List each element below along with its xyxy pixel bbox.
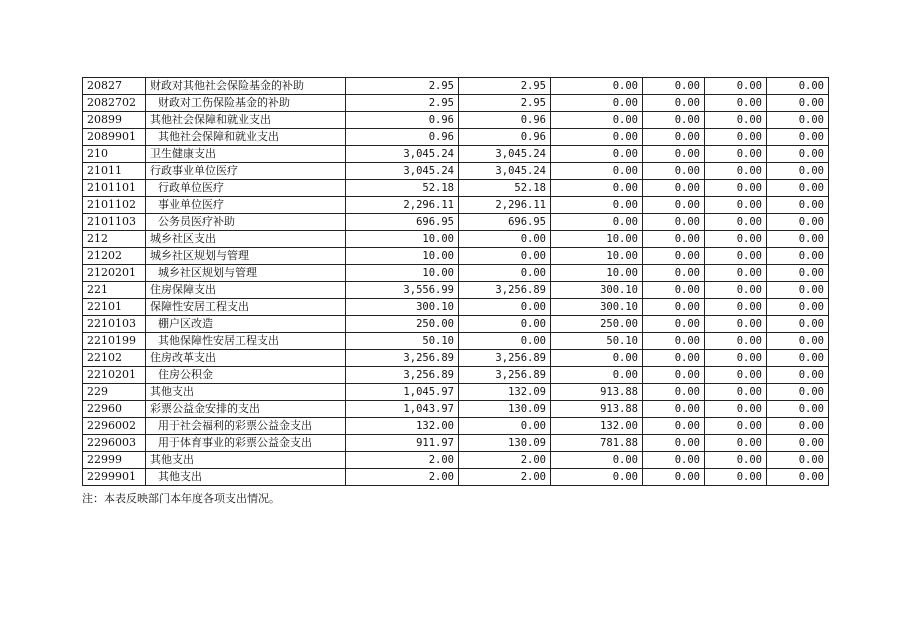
amount-cell: 0.00 [551,350,643,367]
subject-code-cell: 21011 [83,163,146,180]
table-row [83,163,829,180]
table-row [83,350,829,367]
amount-cell: 696.95 [459,214,551,231]
subject-code-cell: 2101102 [83,197,146,214]
subject-name-cell: 住房改革支出 [146,350,346,367]
amount-cell: 0.00 [705,401,767,418]
amount-cell: 0.00 [705,367,767,384]
subject-code-cell: 22102 [83,350,146,367]
amount-cell: 0.00 [767,197,829,214]
amount-cell: 0.96 [459,112,551,129]
table-row [83,95,829,112]
subject-name-cell: 用于体育事业的彩票公益金支出 [146,435,346,452]
amount-cell: 0.96 [346,112,459,129]
table-row [83,78,829,95]
amount-cell: 0.00 [767,435,829,452]
amount-cell: 0.00 [767,146,829,163]
amount-cell: 3,045.24 [459,163,551,180]
amount-cell: 0.00 [459,299,551,316]
subject-name-cell: 城乡社区规划与管理 [146,248,346,265]
amount-cell: 0.00 [705,350,767,367]
amount-cell: 0.00 [459,316,551,333]
amount-cell: 3,256.89 [459,282,551,299]
amount-cell: 2,296.11 [459,197,551,214]
amount-cell: 1,045.97 [346,384,459,401]
amount-cell: 696.95 [346,214,459,231]
amount-cell: 0.00 [705,129,767,146]
amount-cell: 130.09 [459,401,551,418]
amount-cell: 0.00 [551,163,643,180]
table-row [83,112,829,129]
subject-name-cell: 城乡社区规划与管理 [146,265,346,282]
amount-cell: 0.00 [767,367,829,384]
amount-cell: 0.00 [705,78,767,95]
subject-name-cell: 彩票公益金安排的支出 [146,401,346,418]
amount-cell: 0.00 [705,197,767,214]
amount-cell: 0.00 [705,418,767,435]
amount-cell: 0.00 [767,129,829,146]
amount-cell: 2.00 [346,452,459,469]
amount-cell: 0.00 [643,163,705,180]
table-row [83,129,829,146]
amount-cell: 50.10 [551,333,643,350]
amount-cell: 0.00 [551,214,643,231]
table-row [83,435,829,452]
amount-cell: 0.00 [459,418,551,435]
amount-cell: 0.00 [643,214,705,231]
amount-cell: 911.97 [346,435,459,452]
amount-cell: 0.00 [643,350,705,367]
amount-cell: 0.00 [643,469,705,486]
amount-cell: 2.00 [459,469,551,486]
table-row [83,180,829,197]
amount-cell: 0.00 [643,78,705,95]
amount-cell: 0.00 [705,231,767,248]
amount-cell: 0.00 [643,112,705,129]
amount-cell: 0.00 [705,146,767,163]
subject-name-cell: 其他社会保障和就业支出 [146,129,346,146]
amount-cell: 0.00 [705,333,767,350]
subject-name-cell: 行政单位医疗 [146,180,346,197]
amount-cell: 0.00 [767,163,829,180]
table-row [83,367,829,384]
subject-code-cell: 2299901 [83,469,146,486]
table-row [83,452,829,469]
amount-cell: 3,256.89 [346,350,459,367]
amount-cell: 132.00 [346,418,459,435]
amount-cell: 0.00 [767,95,829,112]
subject-code-cell: 2089901 [83,129,146,146]
subject-name-cell: 其他支出 [146,384,346,401]
amount-cell: 0.00 [767,401,829,418]
amount-cell: 0.00 [705,435,767,452]
amount-cell: 3,045.24 [346,163,459,180]
amount-cell: 2.95 [459,78,551,95]
amount-cell: 132.09 [459,384,551,401]
table-row [83,333,829,350]
subject-code-cell: 212 [83,231,146,248]
subject-name-cell: 行政事业单位医疗 [146,163,346,180]
table-row [83,418,829,435]
amount-cell: 0.00 [767,248,829,265]
amount-cell: 300.10 [551,282,643,299]
amount-cell: 2.95 [346,95,459,112]
subject-code-cell: 22960 [83,401,146,418]
subject-code-cell: 210 [83,146,146,163]
amount-cell: 0.00 [767,384,829,401]
amount-cell: 0.00 [643,299,705,316]
amount-cell: 3,045.24 [459,146,551,163]
amount-cell: 0.00 [767,452,829,469]
table-footnote: 注：本表反映部门本年度各项支出情况。 [82,492,280,505]
amount-cell: 0.00 [767,418,829,435]
amount-cell: 0.00 [767,333,829,350]
subject-name-cell: 保障性安居工程支出 [146,299,346,316]
amount-cell: 0.00 [767,299,829,316]
amount-cell: 130.09 [459,435,551,452]
amount-cell: 2,296.11 [346,197,459,214]
subject-code-cell: 22999 [83,452,146,469]
subject-code-cell: 229 [83,384,146,401]
amount-cell: 0.00 [767,214,829,231]
subject-code-cell: 21202 [83,248,146,265]
subject-name-cell: 其他社会保障和就业支出 [146,112,346,129]
amount-cell: 0.00 [705,180,767,197]
amount-cell: 0.00 [767,231,829,248]
amount-cell: 0.00 [551,129,643,146]
amount-cell: 781.88 [551,435,643,452]
amount-cell: 0.00 [643,452,705,469]
subject-code-cell: 2101101 [83,180,146,197]
amount-cell: 1,043.97 [346,401,459,418]
amount-cell: 0.00 [551,469,643,486]
amount-cell: 2.95 [459,95,551,112]
table-row [83,401,829,418]
table-body [83,78,829,486]
amount-cell: 52.18 [459,180,551,197]
amount-cell: 0.00 [705,299,767,316]
subject-code-cell: 20827 [83,78,146,95]
amount-cell: 0.00 [767,469,829,486]
table-row [83,469,829,486]
amount-cell: 0.00 [705,452,767,469]
amount-cell: 3,556.99 [346,282,459,299]
amount-cell: 0.00 [705,265,767,282]
subject-name-cell: 住房保障支出 [146,282,346,299]
amount-cell: 0.00 [551,367,643,384]
subject-name-cell: 用于社会福利的彩票公益金支出 [146,418,346,435]
amount-cell: 0.00 [551,452,643,469]
table-row [83,248,829,265]
amount-cell: 0.00 [551,146,643,163]
table-row [83,265,829,282]
amount-cell: 50.10 [346,333,459,350]
amount-cell: 0.00 [643,367,705,384]
amount-cell: 913.88 [551,384,643,401]
table-row [83,197,829,214]
subject-code-cell: 2082702 [83,95,146,112]
amount-cell: 10.00 [551,265,643,282]
amount-cell: 0.00 [643,231,705,248]
table-row [83,214,829,231]
amount-cell: 0.00 [459,231,551,248]
subject-code-cell: 2210201 [83,367,146,384]
amount-cell: 10.00 [346,231,459,248]
amount-cell: 0.00 [643,180,705,197]
table-row [83,231,829,248]
subject-code-cell: 2296003 [83,435,146,452]
amount-cell: 0.00 [705,112,767,129]
subject-code-cell: 2120201 [83,265,146,282]
table-row [83,299,829,316]
amount-cell: 0.00 [643,248,705,265]
amount-cell: 0.00 [643,129,705,146]
subject-name-cell: 财政对工伤保险基金的补助 [146,95,346,112]
amount-cell: 0.00 [643,146,705,163]
amount-cell: 0.00 [551,78,643,95]
subject-name-cell: 其他支出 [146,452,346,469]
amount-cell: 0.00 [705,469,767,486]
amount-cell: 0.00 [643,418,705,435]
amount-cell: 913.88 [551,401,643,418]
subject-name-cell: 卫生健康支出 [146,146,346,163]
amount-cell: 0.00 [705,248,767,265]
amount-cell: 0.00 [705,384,767,401]
amount-cell: 0.00 [705,282,767,299]
amount-cell: 2.00 [459,452,551,469]
amount-cell: 0.00 [767,112,829,129]
amount-cell: 0.00 [767,316,829,333]
amount-cell: 0.00 [643,95,705,112]
amount-cell: 0.00 [705,316,767,333]
expenditure-table [82,77,829,486]
amount-cell: 3,256.89 [459,367,551,384]
table-row [83,316,829,333]
amount-cell: 0.00 [705,214,767,231]
amount-cell: 0.00 [767,78,829,95]
amount-cell: 0.00 [767,282,829,299]
amount-cell: 0.00 [643,197,705,214]
amount-cell: 0.00 [643,333,705,350]
amount-cell: 250.00 [551,316,643,333]
amount-cell: 52.18 [346,180,459,197]
amount-cell: 10.00 [551,231,643,248]
amount-cell: 0.00 [551,95,643,112]
amount-cell: 0.00 [643,316,705,333]
amount-cell: 0.00 [643,282,705,299]
subject-code-cell: 22101 [83,299,146,316]
amount-cell: 0.00 [551,180,643,197]
amount-cell: 0.00 [767,180,829,197]
amount-cell: 0.00 [767,265,829,282]
amount-cell: 0.00 [643,384,705,401]
amount-cell: 0.00 [705,163,767,180]
subject-code-cell: 2101103 [83,214,146,231]
amount-cell: 300.10 [551,299,643,316]
amount-cell: 0.00 [767,350,829,367]
amount-cell: 0.00 [459,333,551,350]
amount-cell: 0.96 [459,129,551,146]
amount-cell: 10.00 [346,265,459,282]
subject-code-cell: 2296002 [83,418,146,435]
amount-cell: 0.00 [551,197,643,214]
amount-cell: 250.00 [346,316,459,333]
subject-name-cell: 其他支出 [146,469,346,486]
amount-cell: 10.00 [551,248,643,265]
amount-cell: 132.00 [551,418,643,435]
amount-cell: 10.00 [346,248,459,265]
amount-cell: 0.00 [459,265,551,282]
table-row [83,282,829,299]
subject-name-cell: 住房公积金 [146,367,346,384]
amount-cell: 0.00 [705,95,767,112]
amount-cell: 0.00 [643,265,705,282]
amount-cell: 0.00 [551,112,643,129]
subject-code-cell: 2210103 [83,316,146,333]
table-row [83,384,829,401]
subject-name-cell: 财政对其他社会保险基金的补助 [146,78,346,95]
amount-cell: 0.00 [643,435,705,452]
table-row [83,146,829,163]
subject-name-cell: 公务员医疗补助 [146,214,346,231]
subject-name-cell: 城乡社区支出 [146,231,346,248]
amount-cell: 0.00 [459,248,551,265]
amount-cell: 3,256.89 [346,367,459,384]
subject-name-cell: 事业单位医疗 [146,197,346,214]
subject-code-cell: 2210199 [83,333,146,350]
subject-code-cell: 221 [83,282,146,299]
subject-name-cell: 棚户区改造 [146,316,346,333]
amount-cell: 0.96 [346,129,459,146]
amount-cell: 2.00 [346,469,459,486]
amount-cell: 3,256.89 [459,350,551,367]
subject-name-cell: 其他保障性安居工程支出 [146,333,346,350]
subject-code-cell: 20899 [83,112,146,129]
amount-cell: 3,045.24 [346,146,459,163]
amount-cell: 300.10 [346,299,459,316]
amount-cell: 0.00 [643,401,705,418]
amount-cell: 2.95 [346,78,459,95]
